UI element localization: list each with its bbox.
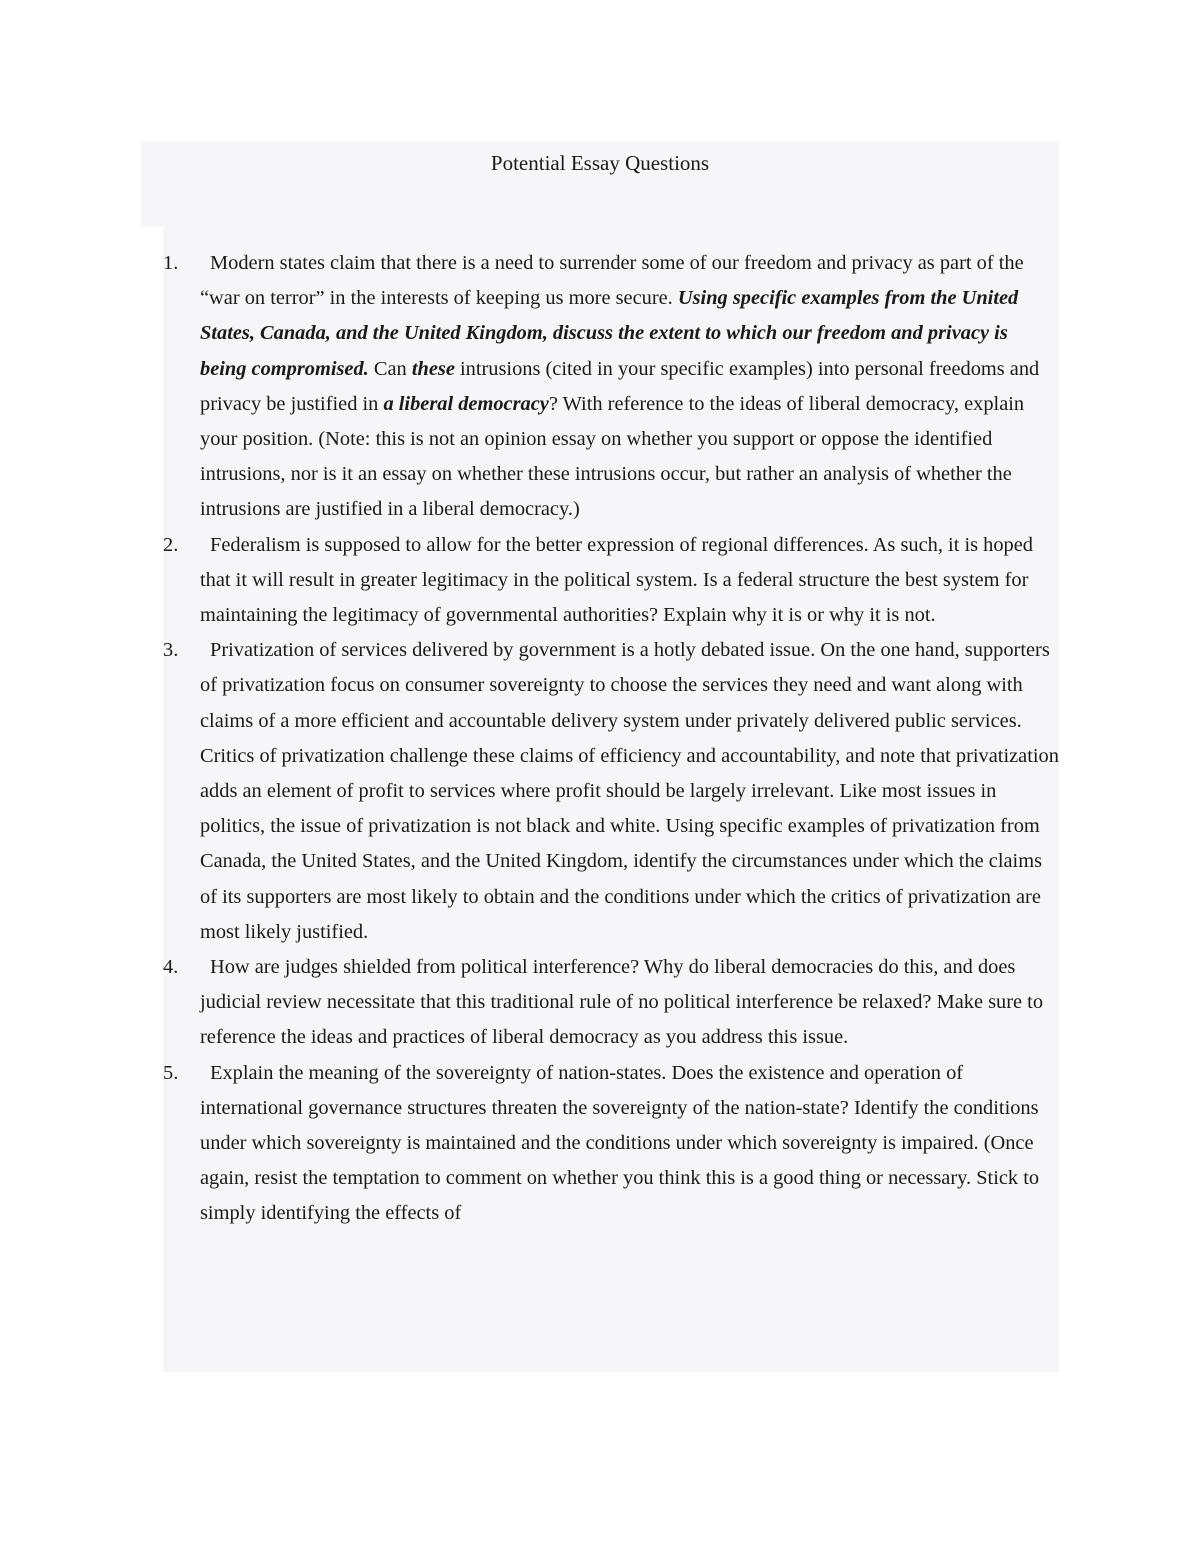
question-text-segment: How are judges shielded from political interference? Why do liberal democracies do this, and does judicial review necessitate that this traditional rule of no political interference be relaxed? Make sure to reference the ideas and practices of liberal democracy as you address this issue.: [200, 956, 1044, 1049]
question-text-segment: Can: [368, 357, 412, 380]
question-text-segment: intrusions (cited in your specific examples) into personal freedoms and privacy be justified in: [200, 357, 1040, 415]
question-number: 4.: [163, 956, 179, 979]
question-list: [163, 246, 1059, 1232]
question-text-segment: Explain the meaning of the sovereignty of nation-states. Does the existence and operation of international governance structures threaten the sovereignty of the nation-state? Identify the conditions under which sovereignty is maintained and the conditions under which sovereignty is impaired. (Once again, resist the temptation to comment on whether you think this is a good thing or necessary. Stick to simply identifying the effects of: [200, 1061, 1040, 1225]
question-text: [200, 246, 1059, 528]
question-item-4: [163, 950, 1059, 1056]
question-item-1: [163, 246, 1059, 528]
question-emphasis: Using specific examples from the United States, Canada, and the United Kingdom, discuss the extent to which our freedom and privacy is being compromised.: [200, 287, 1019, 380]
question-text-segment: Privatization of services delivered by government is a hotly debated issue. On the one hand, supporters of privatization focus on consumer sovereignty to choose the services they need and want along with claims of a more efficient and accountable delivery system under privately delivered public services. Critics of privatization challenge these claims of efficiency and accountability, and note that privatization adds an element of profit to services where profit should be largely irrelevant. Like most issues in politics, the issue of privatization is not black and white. Using specific examples of privatization from Canada, the United States, and the United Kingdom, identify the circumstances under which the claims of its supporters are most likely to obtain and the conditions under which the critics of privatization are most likely justified.: [200, 639, 1059, 943]
question-item-5: [163, 1056, 1059, 1232]
question-number: 1.: [163, 252, 179, 274]
question-number: 5.: [163, 1061, 179, 1084]
question-text-segment: ? With reference to the ideas of liberal democracy, explain your position. (Note: this is not an opinion essay on whether you support or oppose the identified intrusions, nor is it an essay on whether these intrusions occur, but rather an analysis of whether the intrusions are justified in a liberal democracy.): [200, 392, 1025, 521]
question-number: 3.: [163, 639, 179, 662]
question-text-segment: Federalism is supposed to allow for the better expression of regional differences. As such, it is hoped that it will result in greater legitimacy in the political system. Is a federal structure the best system for maintaining the legitimacy of governmental authorities? Explain why it is or why it is not.: [200, 533, 1033, 627]
question-item-3: [163, 633, 1059, 950]
question-emphasis: these: [411, 357, 455, 380]
question-number: 2.: [163, 533, 179, 556]
question-text: [200, 1056, 1059, 1232]
question-item-2: [163, 528, 1059, 634]
question-text-segment: Modern states claim that there is a need to surrender some of our freedom and privacy as part of the “war on terror” in the interests of keeping us more secure.: [200, 252, 1024, 310]
question-emphasis: a liberal democracy: [383, 392, 549, 415]
question-text: [200, 950, 1059, 1056]
page-title: Potential Essay Questions: [490, 151, 710, 175]
question-text: [200, 633, 1059, 950]
question-text: [200, 528, 1059, 634]
